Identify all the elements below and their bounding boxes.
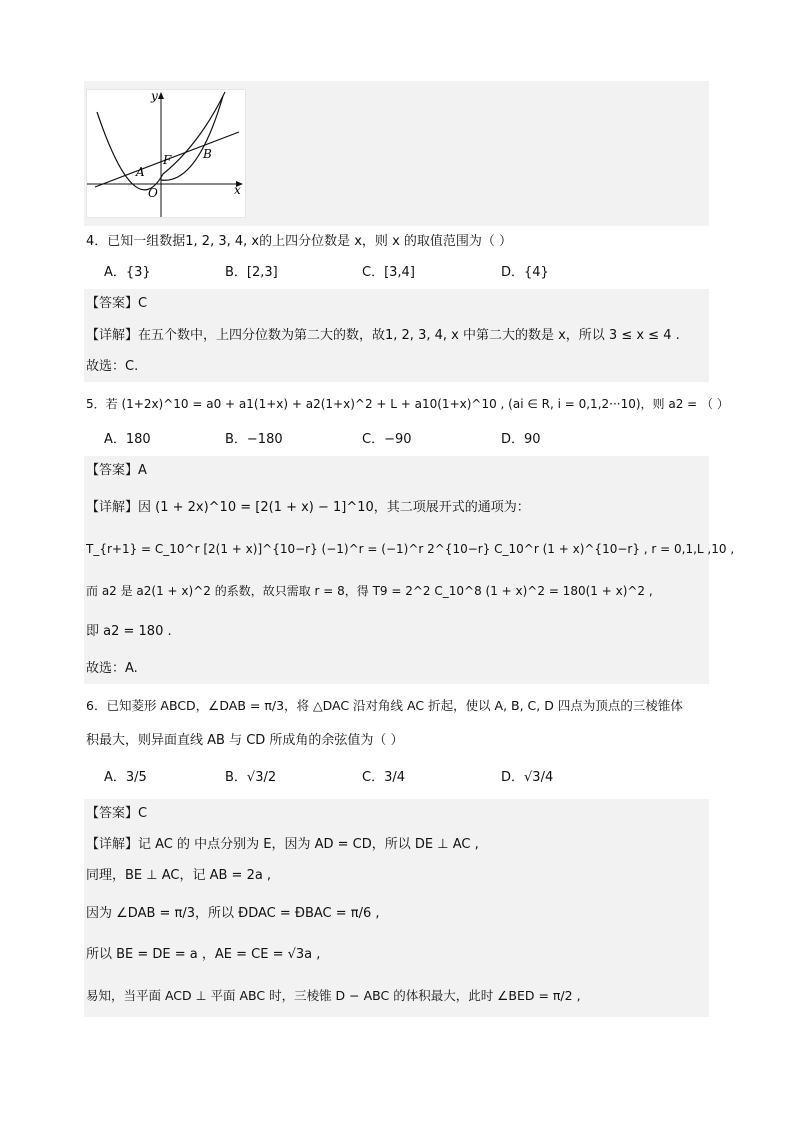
- q6-explanation-4: 所以 BE = DE = a ，AE = CE = √3a ,: [86, 947, 321, 962]
- q4-text: 4．已知一组数据1, 2, 3, 4, x的上四分位数是 x，则 x 的取值范围为（ ）: [86, 234, 513, 249]
- q5-option-b: B．−180: [225, 432, 283, 447]
- q6-option-c: C．3/4: [362, 770, 405, 785]
- q6-text-1: 6．已知菱形 ABCD，∠DAB = π/3，将 △DAC 沿对角线 AC 折起，使以 A, B, C, D 四点为顶点的三棱锥体: [86, 698, 683, 713]
- graph-label-a: A: [136, 165, 145, 179]
- q4-option-a: A．{3}: [104, 265, 151, 280]
- graph-label-f: F: [163, 153, 172, 167]
- q6-explanation-5: 易知，当平面 ACD ⊥ 平面 ABC 时，三棱锥 D − ABC 的体积最大，此时 ∠BED = π/2 ,: [86, 988, 581, 1003]
- graph-svg: [87, 90, 245, 217]
- q5-text: 5．若 (1+2x)^10 = a0 + a1(1+x) + a2(1+x)^2 + L + a10(1+x)^10 , (ai ∈ R, i = 0,1,2···10)，则 a2 = （ ）: [86, 397, 729, 411]
- q6-explanation-1: 【详解】记 AC 的 中点分别为 E，因为 AD = CD，所以 DE ⊥ AC ,: [86, 837, 479, 852]
- q6-option-b: B．√3/2: [225, 770, 277, 785]
- function-graph: [86, 89, 246, 218]
- q5-explanation-3: 而 a2 是 a2(1 + x)^2 的系数，故只需取 r = 8，得 T9 = 2^2 C_10^8 (1 + x)^2 = 180(1 + x)^2 ,: [86, 584, 653, 598]
- q6-option-d: D．√3/4: [501, 770, 554, 785]
- q5-option-c: C．−90: [362, 432, 412, 447]
- q6-explanation-2: 同理，BE ⊥ AC，记 AB = 2a ,: [86, 868, 272, 883]
- q5-answer-shade: [84, 456, 709, 684]
- q6-explanation-3: 因为 ∠DAB = π/3，所以 ÐDAC = ÐBAC = π/6 ,: [86, 906, 380, 921]
- q4-explanation: 【详解】在五个数中，上四分位数为第二大的数，故1, 2, 3, 4, x 中第二大的数是 x，所以 3 ≤ x ≤ 4 .: [86, 328, 680, 343]
- q4-answer: 【答案】C: [86, 296, 148, 311]
- q5-option-a: A．180: [104, 432, 151, 447]
- q4-option-c: C．[3,4]: [362, 265, 415, 280]
- q4-option-b: B．[2,3]: [225, 265, 278, 280]
- q4-option-d: D．{4}: [501, 265, 549, 280]
- q5-answer: 【答案】A: [86, 463, 147, 478]
- q6-text-2: 积最大，则异面直线 AB 与 CD 所成角的余弦值为（ ）: [86, 733, 404, 748]
- graph-label-o: O: [148, 186, 158, 200]
- graph-label-y: y: [151, 90, 158, 103]
- y-axis-arrow: [158, 92, 164, 99]
- q4-choice: 故选：C.: [86, 359, 139, 374]
- q5-option-d: D．90: [501, 432, 541, 447]
- q5-explanation-4: 即 a2 = 180 .: [86, 624, 172, 639]
- graph-label-x: x: [234, 183, 241, 197]
- q5-explanation-2: T_{r+1} = C_10^r [2(1 + x)]^{10−r} (−1)^r = (−1)^r 2^{10−r} C_10^r (1 + x)^{10−r} , r = 0,1,L ,10 ,: [86, 542, 735, 556]
- q5-explanation-1: 【详解】因 (1 + 2x)^10 = [2(1 + x) − 1]^10，其二项展开式的通项为：: [86, 500, 530, 515]
- q6-answer: 【答案】C: [86, 806, 148, 821]
- graph-label-b: B: [203, 147, 212, 161]
- q5-choice: 故选：A.: [86, 661, 138, 676]
- q6-option-a: A．3/5: [104, 770, 147, 785]
